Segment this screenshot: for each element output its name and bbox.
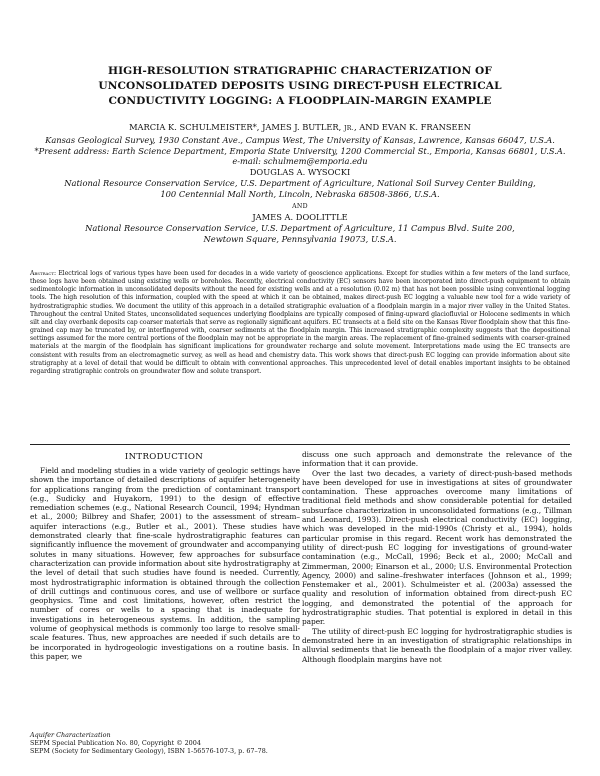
affiliation-3-line-1: National Resource Conservation Service, U.S. Department of Agriculture, 11 Campus Blvd. Suite 200, — [85, 223, 515, 234]
paper-title — [60, 64, 540, 109]
section-divider — [30, 444, 570, 445]
author-block — [30, 122, 570, 245]
title-line: CONDUCTIVITY LOGGING: A FLOODPLAIN-MARGIN EXAMPLE — [108, 95, 492, 107]
title-line: HIGH-RESOLUTION STRATIGRAPHIC CHARACTERIZATION OF — [108, 65, 492, 77]
affiliation-2-line-2: 100 Centennial Mall North, Lincoln, Nebraska 68508-3866, U.S.A. — [160, 188, 440, 199]
author-3: JAMES A. DOOLITTLE — [252, 212, 348, 223]
publisher-isbn: SEPM (Society for Sedimentary Geology), ISBN 1-56576-107-3, p. 67–78. — [30, 747, 268, 756]
left-column — [30, 466, 300, 661]
title-line: UNCONSOLIDATED DEPOSITS USING DIRECT-PUSH ELECTRICAL — [98, 80, 502, 92]
authors-tail: , AND EVAN K. FRANSEEN — [353, 122, 471, 132]
introduction-heading: INTRODUCTION — [124, 452, 204, 462]
affiliation-3-line-2: Newtown Square, Pennsylvania 19073, U.S.A. — [203, 233, 397, 244]
abstract-label: Abstract: — [30, 270, 57, 277]
author-2: DOUGLAS A. WYSOCKI — [249, 167, 351, 178]
volume-title: Aquifer Characterization — [30, 731, 111, 739]
publication-footer — [30, 731, 360, 755]
author-line-1 — [30, 122, 570, 135]
abstract-text: Electrical logs of various types have been used for decades in a wide variety of geoscience applications. Except for studies within a few meters of the land surface, these logs have been obtained using existing wells or boreholes. Recently, electrical conductivity (EC) sensors have been incorporated into direct-push equipment to obtain sedimentologic information in unconsolidated deposits without the need for existing wells and at a resolution (0.02 m) that has not been possible using conventional logging tools. The high resolution of this information, coupled with the speed at which it can be obtained, makes direct-push EC logging a valuable new tool for a wide variety of hydrostratigraphic studies. We document the utility of this approach in a detailed stratigraphic evaluation of a floodplain margin in a major river valley in the United States. Throughout the central United States, unconsolidated sequences underlying floodplains are typically composed of fining-upward glaciofluvial or Holocene sediments in which silt and clay overbank deposits cap coarser materials that serve as regionally significant aquifers. EC transects at a field site on the Kansas River floodplain show that this fine-grained cap may be truncated by, or interfingered with, coarser sediments at the floodplain margin. This increased stratigraphic complexity suggests that the depositional settings assumed for the more central portions of the floodplain may not be appropriate in the margin areas. The replacement of fine-grained sediments with coarser-grained materials at the margin of the floodplain has significant implications for groundwater recharge and solute movement. Interpretations made using the EC transects are consistent with results from an electromagnetic survey, as well as head and chemistry data. This work shows that direct-push EC logging can provide information about site stratigraphy at a level of detail that would be difficult to obtain with conventional approaches. This unprecedented level of detail enables important insights to be obtained regarding stratigraphic controls on groundwater flow and solute transport. — [30, 270, 570, 375]
intro-paragraph: The utility of direct-push EC logging for hydrostratigraphic studies is demonstrated here in an investigation of stratigraphic relationships in alluvial sediments that lie beneath the floodplain of a major river valley. Although floodplain margins have not — [302, 626, 572, 664]
intro-paragraph: Over the last two decades, a variety of direct-push-based methods have been developed for use in investigations at sites of groundwater contamination. These approaches overcome many limitations of traditional field methods and show considerable potential for detailed subsurface characterization in unconsolidated formations (e.g., Tillman and Leonard, 1993). Direct-push electrical conductivity (EC) logging, which was developed in the mid-1990s (Christy et al., 1994), holds particular promise in this regard. Recent work has demonstrated the utility of direct-push EC logging for investigations of ground-water contamination (e.g., McCall, 1996; Beck et al., 2000; McCall and Zimmerman, 2000; Einarson et al., 2000; U.S. Environmental Protection Agency, 2000) and saline–freshwater interfaces (Johnson et al., 1999; Fenstemaker et al., 2001). Schulmeister et al. (2003a) assessed the quality and resolution of information obtained from direct-push EC logging, and demonstrated the potential of the approach for hydrostratigraphic studies. That potential is explored in detail in this paper. — [302, 468, 572, 627]
abstract — [30, 270, 570, 376]
author-email: e-mail: schulmem@emporia.edu — [232, 156, 368, 167]
present-address: *Present address: Earth Science Department, Emporia State University, 1200 Commercial St., Emporia, Kansas 66801, U.S.A. — [34, 145, 566, 156]
authors-main: MARCIA K. SCHULMEISTER*, JAMES J. BUTLER, — [129, 122, 344, 132]
intro-paragraph: Field and modeling studies in a wide variety of geologic settings have shown the importance of detailed descriptions of aquifer heterogeneity for applications ranging from the prediction of contaminant transport (e.g., Sudicky and Huyakorn, 1991) to the design of effective remediation schemes (e.g., National Research Council, 1994; Hyndman et al., 2000; Bilbrey and Shafer, 2001) to the assessment of stream–aquifer interactions (e.g., Butler et al., 2001). These studies have demonstrated clearly that fine-scale hydrostratigraphic features can significantly influence the movement of groundwater and accompanying solutes in many situations. However, few approaches for subsurface characterization can provide information about site hydrostratigraphy at the level of detail that such studies have found is needed. Currently, most hydrostratigraphic information is obtained through the collection of drill cuttings and continuous cores, and use of wellbore or surface geophysics. Time and cost limitations, however, often restrict the number of cores or wells to a spacing that is inadequate for investigations in heterogeneous systems. In addition, the sampling volume of geophysical methods is commonly too large to resolve small-scale features. Thus, new approaches are needed if such details are to be incorporated in hydrogeologic investigations on a routine basis. In this paper, we — [30, 466, 300, 661]
affiliation-1: Kansas Geological Survey, 1930 Constant Ave., Campus West, The University of Kansas, Lawrence, Kansas 66047, U.S.A. — [45, 134, 555, 145]
affiliation-2-line-1: National Resource Conservation Service, U.S. Department of Agriculture, National Soil Survey Center Building, — [64, 177, 536, 188]
series-copyright: SEPM Special Publication No. 80, Copyright © 2004 — [30, 739, 201, 748]
right-column — [302, 450, 572, 664]
and-separator: AND — [292, 202, 308, 210]
authors-jr: JR. — [343, 125, 354, 132]
intro-paragraph-continued: discuss one such approach and demonstrate the relevance of the information that it can provide. — [302, 450, 572, 469]
